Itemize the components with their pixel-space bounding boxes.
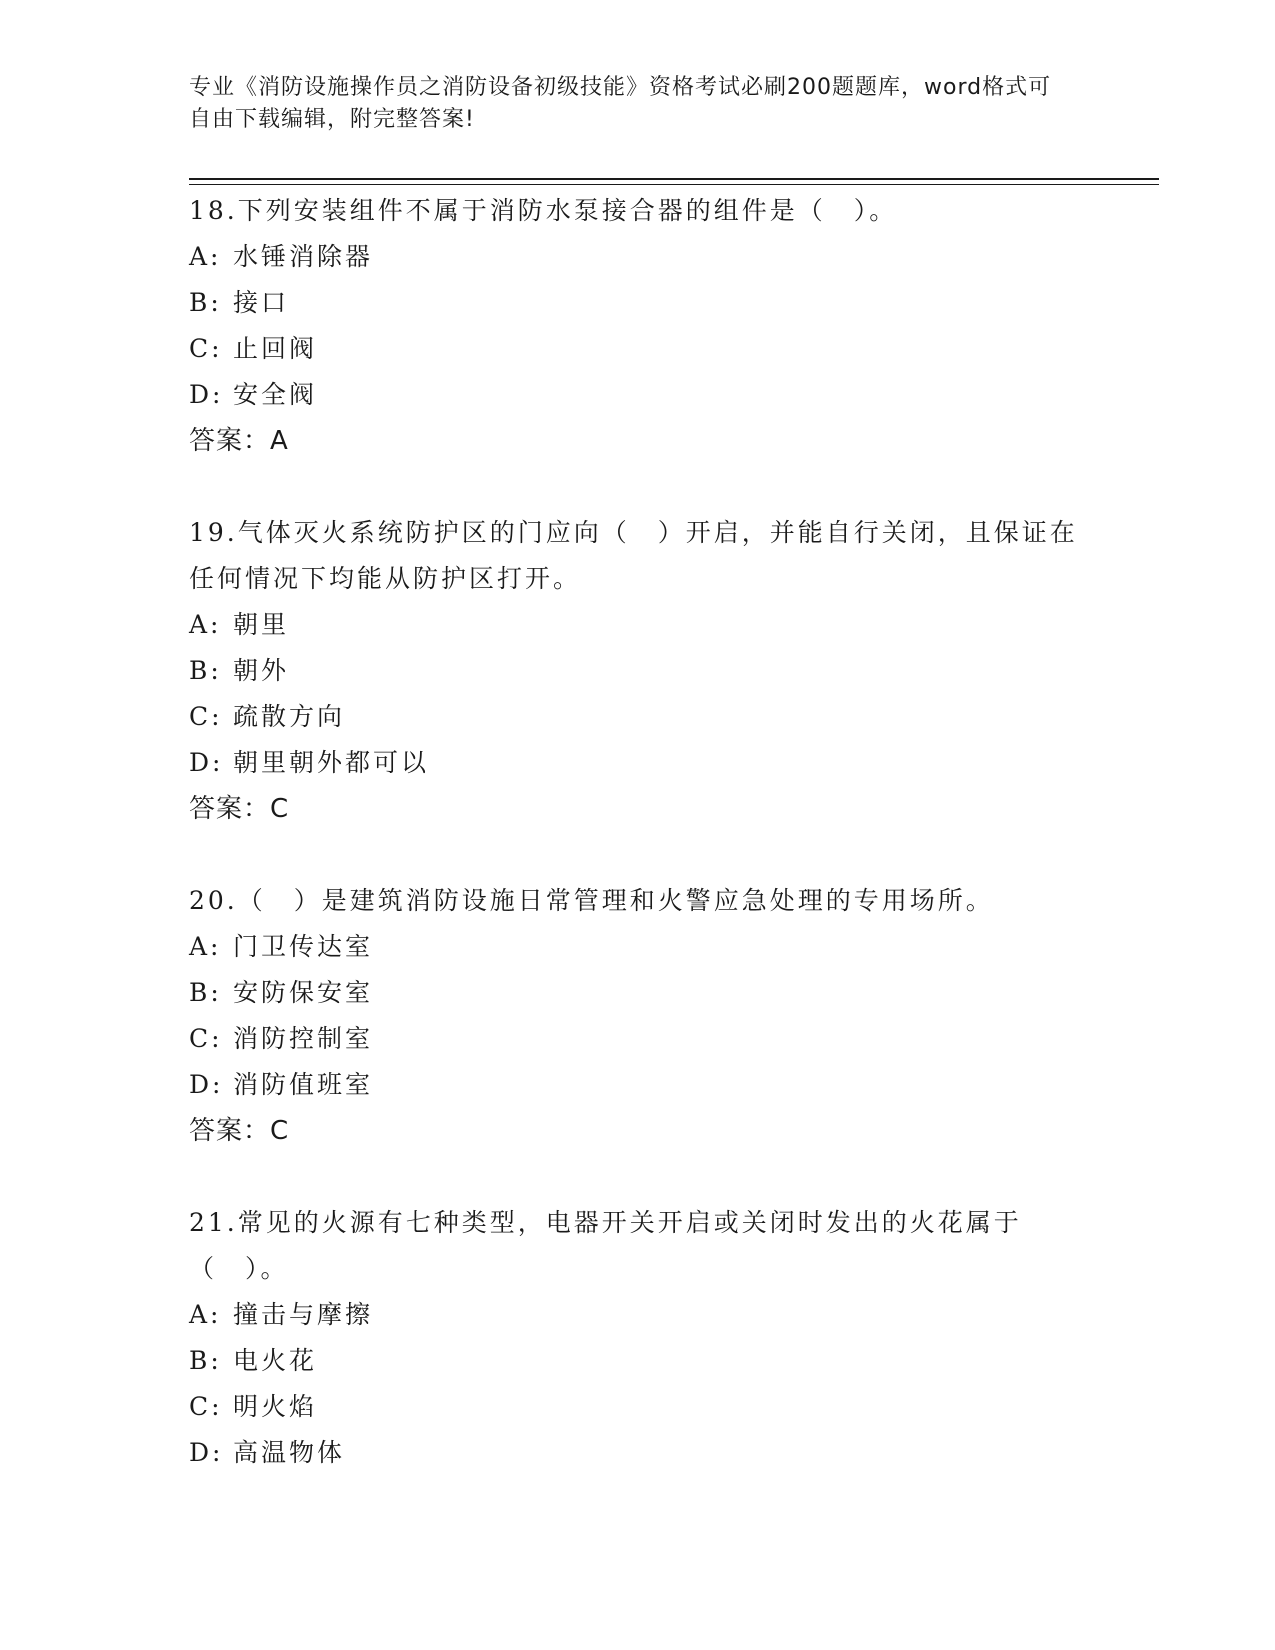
question-list: [189, 188, 1089, 1522]
question-21: [189, 1200, 1089, 1476]
option-text: 止回阀: [233, 334, 318, 363]
option-text: 安防保安室: [233, 978, 374, 1007]
option-letter: C:: [189, 1024, 223, 1053]
document-header: 专业《消防设施操作员之消防设备初级技能》资格考试必刷200题题库，word格式可自由下载编辑，附完整答案!: [189, 75, 1052, 132]
question-text: 18.下列安装组件不属于消防水泵接合器的组件是（ ）。: [189, 196, 898, 225]
option-letter: C:: [189, 1392, 223, 1421]
header-divider-thick: [189, 178, 1159, 180]
header-divider-thin: [189, 184, 1159, 185]
option-text: 高温物体: [233, 1438, 346, 1467]
option-letter: D:: [189, 380, 224, 409]
option-b: [189, 648, 1089, 694]
option-letter: D:: [189, 1438, 224, 1467]
option-a: [189, 602, 1089, 648]
option-b: [189, 970, 1089, 1016]
option-c: [189, 694, 1089, 740]
option-text: 安全阀: [233, 380, 318, 409]
option-d: [189, 740, 1089, 786]
option-a: [189, 924, 1089, 970]
option-text: 消防控制室: [233, 1024, 374, 1053]
question-text: 21.常见的火源有七种类型，电器开关开启或关闭时发出的火花属于（ ）。: [189, 1208, 1022, 1283]
option-b: [189, 280, 1089, 326]
option-text: 疏散方向: [233, 702, 346, 731]
option-letter: A:: [189, 932, 222, 961]
option-c: [189, 326, 1089, 372]
option-d: [189, 372, 1089, 418]
option-text: 水锤消除器: [233, 242, 374, 271]
question-20: [189, 878, 1089, 1154]
option-text: 门卫传达室: [233, 932, 374, 961]
option-c: [189, 1016, 1089, 1062]
answer-text: 答案：C: [189, 1116, 290, 1146]
option-d: [189, 1430, 1089, 1476]
option-d: [189, 1062, 1089, 1108]
option-letter: B:: [189, 978, 222, 1007]
option-text: 接口: [233, 288, 290, 317]
question-19: [189, 510, 1089, 832]
option-letter: A:: [189, 242, 222, 271]
option-letter: A:: [189, 610, 222, 639]
question-text: 19.气体灭火系统防护区的门应向（ ）开启，并能自行关闭，且保证在任何情况下均能从防护区打开。: [189, 518, 1078, 593]
option-letter: C:: [189, 334, 223, 363]
option-letter: B:: [189, 1346, 222, 1375]
option-letter: D:: [189, 748, 224, 777]
option-c: [189, 1384, 1089, 1430]
option-letter: C:: [189, 702, 223, 731]
option-text: 朝里: [233, 610, 290, 639]
option-a: [189, 1292, 1089, 1338]
answer-text: 答案：C: [189, 794, 290, 824]
option-text: 撞击与摩擦: [233, 1300, 374, 1329]
question-18: [189, 188, 1089, 464]
option-letter: B:: [189, 288, 222, 317]
question-text: 20.（ ）是建筑消防设施日常管理和火警应急处理的专用场所。: [189, 886, 994, 915]
option-b: [189, 1338, 1089, 1384]
option-text: 朝外: [233, 656, 290, 685]
option-text: 电火花: [233, 1346, 318, 1375]
option-letter: D:: [189, 1070, 224, 1099]
option-a: [189, 234, 1089, 280]
option-letter: B:: [189, 656, 222, 685]
option-letter: A:: [189, 1300, 222, 1329]
option-text: 明火焰: [233, 1392, 318, 1421]
answer-text: 答案：A: [189, 426, 289, 456]
option-text: 朝里朝外都可以: [233, 748, 430, 777]
option-text: 消防值班室: [233, 1070, 374, 1099]
